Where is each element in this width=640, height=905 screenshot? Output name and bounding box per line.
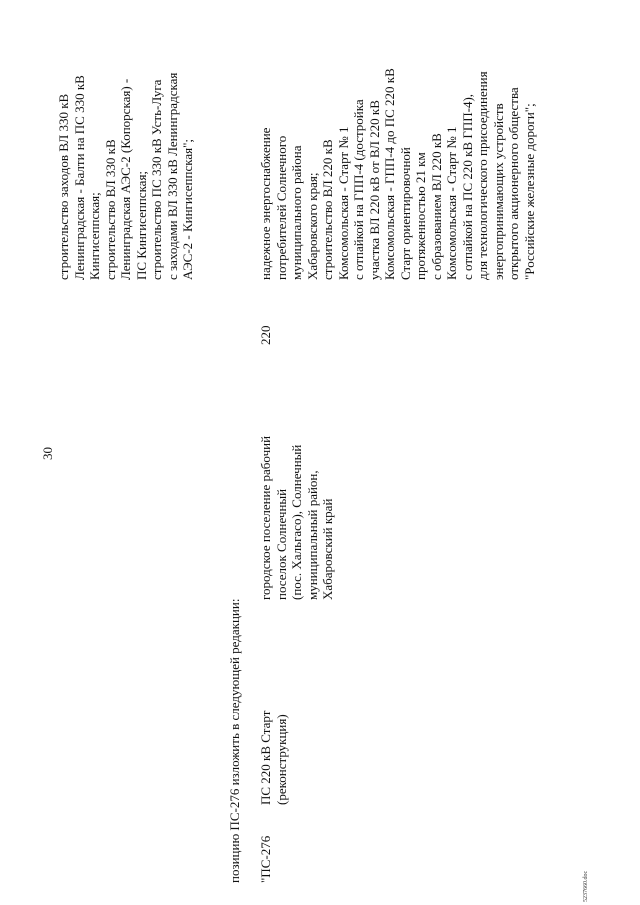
text-line: поселок Солнечный — [273, 488, 289, 600]
text-line: АЭС-2 - Кингисеппская"; — [180, 138, 195, 280]
text-line: Хабаровский край — [320, 498, 335, 600]
text-line: городское поселение рабочий — [258, 435, 273, 600]
text-line: для технологического присоединения — [475, 71, 490, 280]
footer-doc-id: 5237660.doc — [583, 870, 589, 902]
text-line: Кингисеппская; — [87, 192, 102, 280]
text-line: Комсомольская - Старт № 1 — [335, 126, 351, 280]
text-line: 220 — [258, 325, 273, 345]
row-code — [258, 836, 274, 883]
text-line: Комсомольская - Старт № 1 — [444, 126, 459, 280]
text-line: с отпайкой на ГПП-4 (достройка — [351, 99, 366, 280]
text-line: Ленинградская - Балти на ПС 330 кВ — [71, 75, 87, 280]
text-line: "Российские железные дороги"; — [521, 103, 537, 280]
text-line: открытого акционерного общества — [506, 87, 521, 280]
text-line: Хабаровского края; — [304, 172, 320, 280]
text-line: потребителей Солнечного — [273, 135, 289, 280]
text-line: строительство заходов ВЛ 330 кВ — [56, 93, 71, 280]
row-location — [258, 436, 336, 600]
text-line: (реконструкция) — [273, 714, 289, 805]
text-line: энергопринимающих устройств — [490, 103, 506, 280]
previous-row-purpose — [56, 73, 196, 280]
text-line: с заходами ВЛ 330 кВ Ленинградская — [164, 72, 180, 280]
text-line: ПС 220 кВ Старт — [258, 710, 273, 805]
text-line: строительство ВЛ 220 кВ — [320, 139, 335, 280]
text-line: протяженностью 21 км — [413, 152, 428, 280]
text-line: с отпайкой на ПС 220 кВ ГПП-4), — [459, 93, 475, 280]
text-line: с образованием ВЛ 220 кВ — [428, 133, 444, 280]
text-line: строительство ВЛ 330 кВ — [102, 139, 118, 280]
intro-text: позицию ПС-276 изложить в следующей редакции: — [227, 598, 242, 883]
text-line: Ленинградская АЭС-2 (Копорская) - — [118, 78, 133, 280]
text-line: муниципальный район, — [304, 470, 320, 600]
text-line: Старт ориентировочной — [397, 147, 413, 280]
text-line: надежное энергоснабжение — [258, 127, 273, 280]
text-line: (пос. Хальгасо), Солнечный — [289, 444, 304, 600]
text-line: строительство ПС 330 кВ Усть-Луга — [149, 79, 164, 280]
text-line: участка ВЛ 220 кВ от ВЛ 220 кВ — [366, 100, 382, 280]
text-line: ПС Кингисеппская; — [133, 170, 149, 280]
page-number: 30 — [40, 447, 55, 460]
row-name — [258, 711, 289, 805]
row-purpose — [258, 68, 537, 280]
text-line: "ПС-276 — [258, 835, 273, 883]
row-voltage — [258, 326, 274, 346]
text-line: Комсомольская - ГПП-4 до ПС 220 кВ — [382, 68, 397, 280]
text-line: муниципального района — [289, 145, 304, 280]
